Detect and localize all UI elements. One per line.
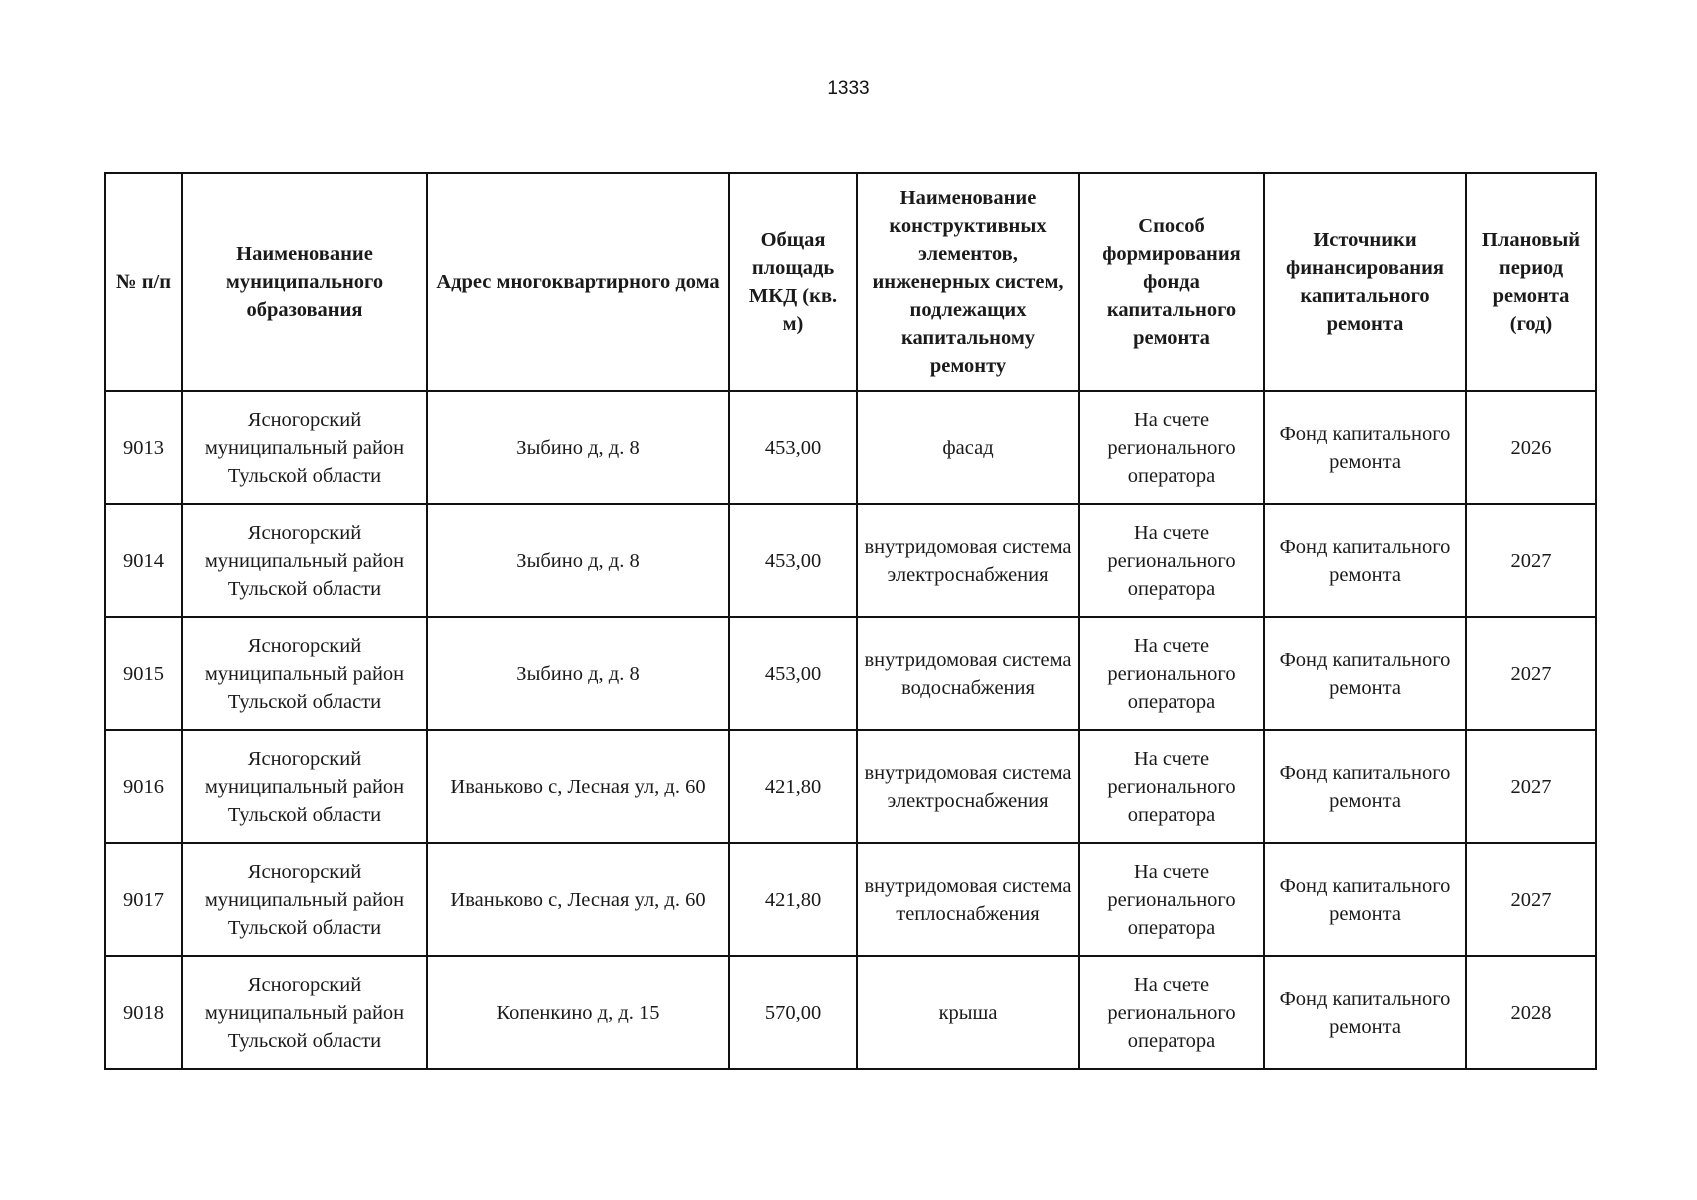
- cell-elements: крыша: [857, 956, 1079, 1069]
- cell-funding-source: Фонд капитального ремонта: [1264, 617, 1466, 730]
- cell-area: 421,80: [729, 730, 857, 843]
- cell-fund-method: На счете регионального оператора: [1079, 843, 1264, 956]
- cell-area: 421,80: [729, 843, 857, 956]
- cell-planned-year: 2027: [1466, 843, 1596, 956]
- header-municipality: Наименование муниципального образования: [182, 173, 427, 391]
- cell-municipality: Ясногорский муниципальный район Тульской области: [182, 391, 427, 504]
- cell-area: 453,00: [729, 391, 857, 504]
- page-number: 1333: [827, 78, 870, 99]
- table-row: [105, 843, 1596, 956]
- cell-number: 9014: [105, 504, 182, 617]
- cell-address: Копенкино д, д. 15: [427, 956, 729, 1069]
- cell-fund-method: На счете регионального оператора: [1079, 956, 1264, 1069]
- header-number: № п/п: [105, 173, 182, 391]
- cell-elements: фасад: [857, 391, 1079, 504]
- capital-repair-table: [104, 172, 1597, 1070]
- header-area: Общая площадь МКД (кв. м): [729, 173, 857, 391]
- cell-elements: внутридомовая система электроснабжения: [857, 504, 1079, 617]
- header-planned-year: Плановый период ремонта (год): [1466, 173, 1596, 391]
- cell-address: Иваньково с, Лесная ул, д. 60: [427, 730, 729, 843]
- cell-elements: внутридомовая система водоснабжения: [857, 617, 1079, 730]
- cell-area: 453,00: [729, 504, 857, 617]
- table-row: [105, 617, 1596, 730]
- cell-fund-method: На счете регионального оператора: [1079, 617, 1264, 730]
- cell-number: 9016: [105, 730, 182, 843]
- cell-planned-year: 2026: [1466, 391, 1596, 504]
- cell-area: 570,00: [729, 956, 857, 1069]
- cell-fund-method: На счете регионального оператора: [1079, 391, 1264, 504]
- table-row: [105, 730, 1596, 843]
- cell-address: Иваньково с, Лесная ул, д. 60: [427, 843, 729, 956]
- cell-municipality: Ясногорский муниципальный район Тульской области: [182, 956, 427, 1069]
- cell-number: 9013: [105, 391, 182, 504]
- cell-elements: внутридомовая система электроснабжения: [857, 730, 1079, 843]
- header-address: Адрес многоквартирного дома: [427, 173, 729, 391]
- cell-fund-method: На счете регионального оператора: [1079, 504, 1264, 617]
- cell-address: Зыбино д, д. 8: [427, 504, 729, 617]
- cell-number: 9015: [105, 617, 182, 730]
- header-funding-source: Источники финансирования капитального ремонта: [1264, 173, 1466, 391]
- table-row: [105, 504, 1596, 617]
- cell-number: 9017: [105, 843, 182, 956]
- cell-funding-source: Фонд капитального ремонта: [1264, 843, 1466, 956]
- cell-area: 453,00: [729, 617, 857, 730]
- cell-municipality: Ясногорский муниципальный район Тульской области: [182, 843, 427, 956]
- cell-municipality: Ясногорский муниципальный район Тульской области: [182, 730, 427, 843]
- cell-planned-year: 2028: [1466, 956, 1596, 1069]
- cell-municipality: Ясногорский муниципальный район Тульской области: [182, 504, 427, 617]
- cell-funding-source: Фонд капитального ремонта: [1264, 391, 1466, 504]
- cell-planned-year: 2027: [1466, 504, 1596, 617]
- cell-fund-method: На счете регионального оператора: [1079, 730, 1264, 843]
- cell-planned-year: 2027: [1466, 617, 1596, 730]
- header-fund-method: Способ формирования фонда капитального ремонта: [1079, 173, 1264, 391]
- cell-address: Зыбино д, д. 8: [427, 391, 729, 504]
- cell-planned-year: 2027: [1466, 730, 1596, 843]
- cell-funding-source: Фонд капитального ремонта: [1264, 956, 1466, 1069]
- table-row: [105, 391, 1596, 504]
- cell-number: 9018: [105, 956, 182, 1069]
- table-header-row: [105, 173, 1596, 391]
- table-row: [105, 956, 1596, 1069]
- cell-elements: внутридомовая система теплоснабжения: [857, 843, 1079, 956]
- header-elements: Наименование конструктивных элементов, инженерных систем, подлежащих капитальному ремонту: [857, 173, 1079, 391]
- cell-address: Зыбино д, д. 8: [427, 617, 729, 730]
- cell-municipality: Ясногорский муниципальный район Тульской области: [182, 617, 427, 730]
- cell-funding-source: Фонд капитального ремонта: [1264, 730, 1466, 843]
- cell-funding-source: Фонд капитального ремонта: [1264, 504, 1466, 617]
